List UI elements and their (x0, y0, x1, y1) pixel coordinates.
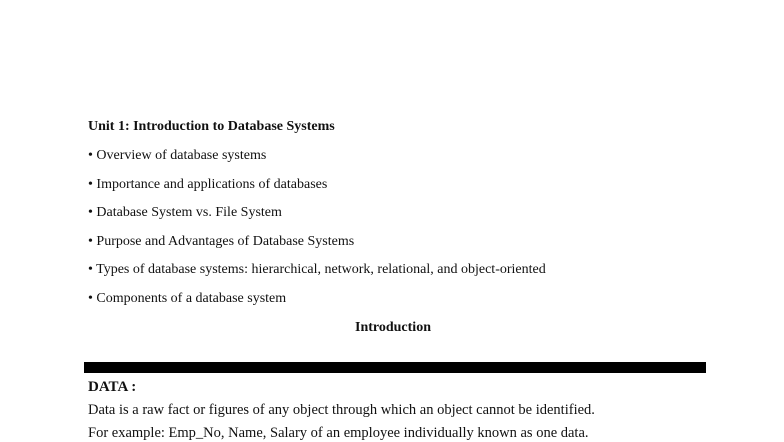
unit-title: Unit 1: Introduction to Database Systems (88, 119, 335, 134)
data-definition: Data is a raw fact or figures of any object through which an object cannot be identified. (88, 402, 595, 418)
section-heading (0, 320, 784, 336)
section-divider-bar (84, 362, 706, 373)
section-heading-text: Introduction (355, 320, 431, 335)
data-heading: DATA : (88, 379, 137, 395)
topic-list (88, 148, 546, 320)
topic-item-importance: • Importance and applications of databases (88, 176, 328, 192)
data-example: For example: Emp_No, Name, Salary of an employee individually known as one data. (88, 425, 589, 441)
topic-item-components: • Components of a database system (88, 290, 287, 306)
topic-item-types: • Types of database systems: hierarchical, network, relational, and object-oriented (88, 262, 546, 278)
topic-item-overview: • Overview of database systems (88, 148, 267, 163)
topic-item-purpose: • Purpose and Advantages of Database Systems (88, 233, 355, 249)
topic-item-db-vs-file: • Database System vs. File System (88, 205, 282, 221)
